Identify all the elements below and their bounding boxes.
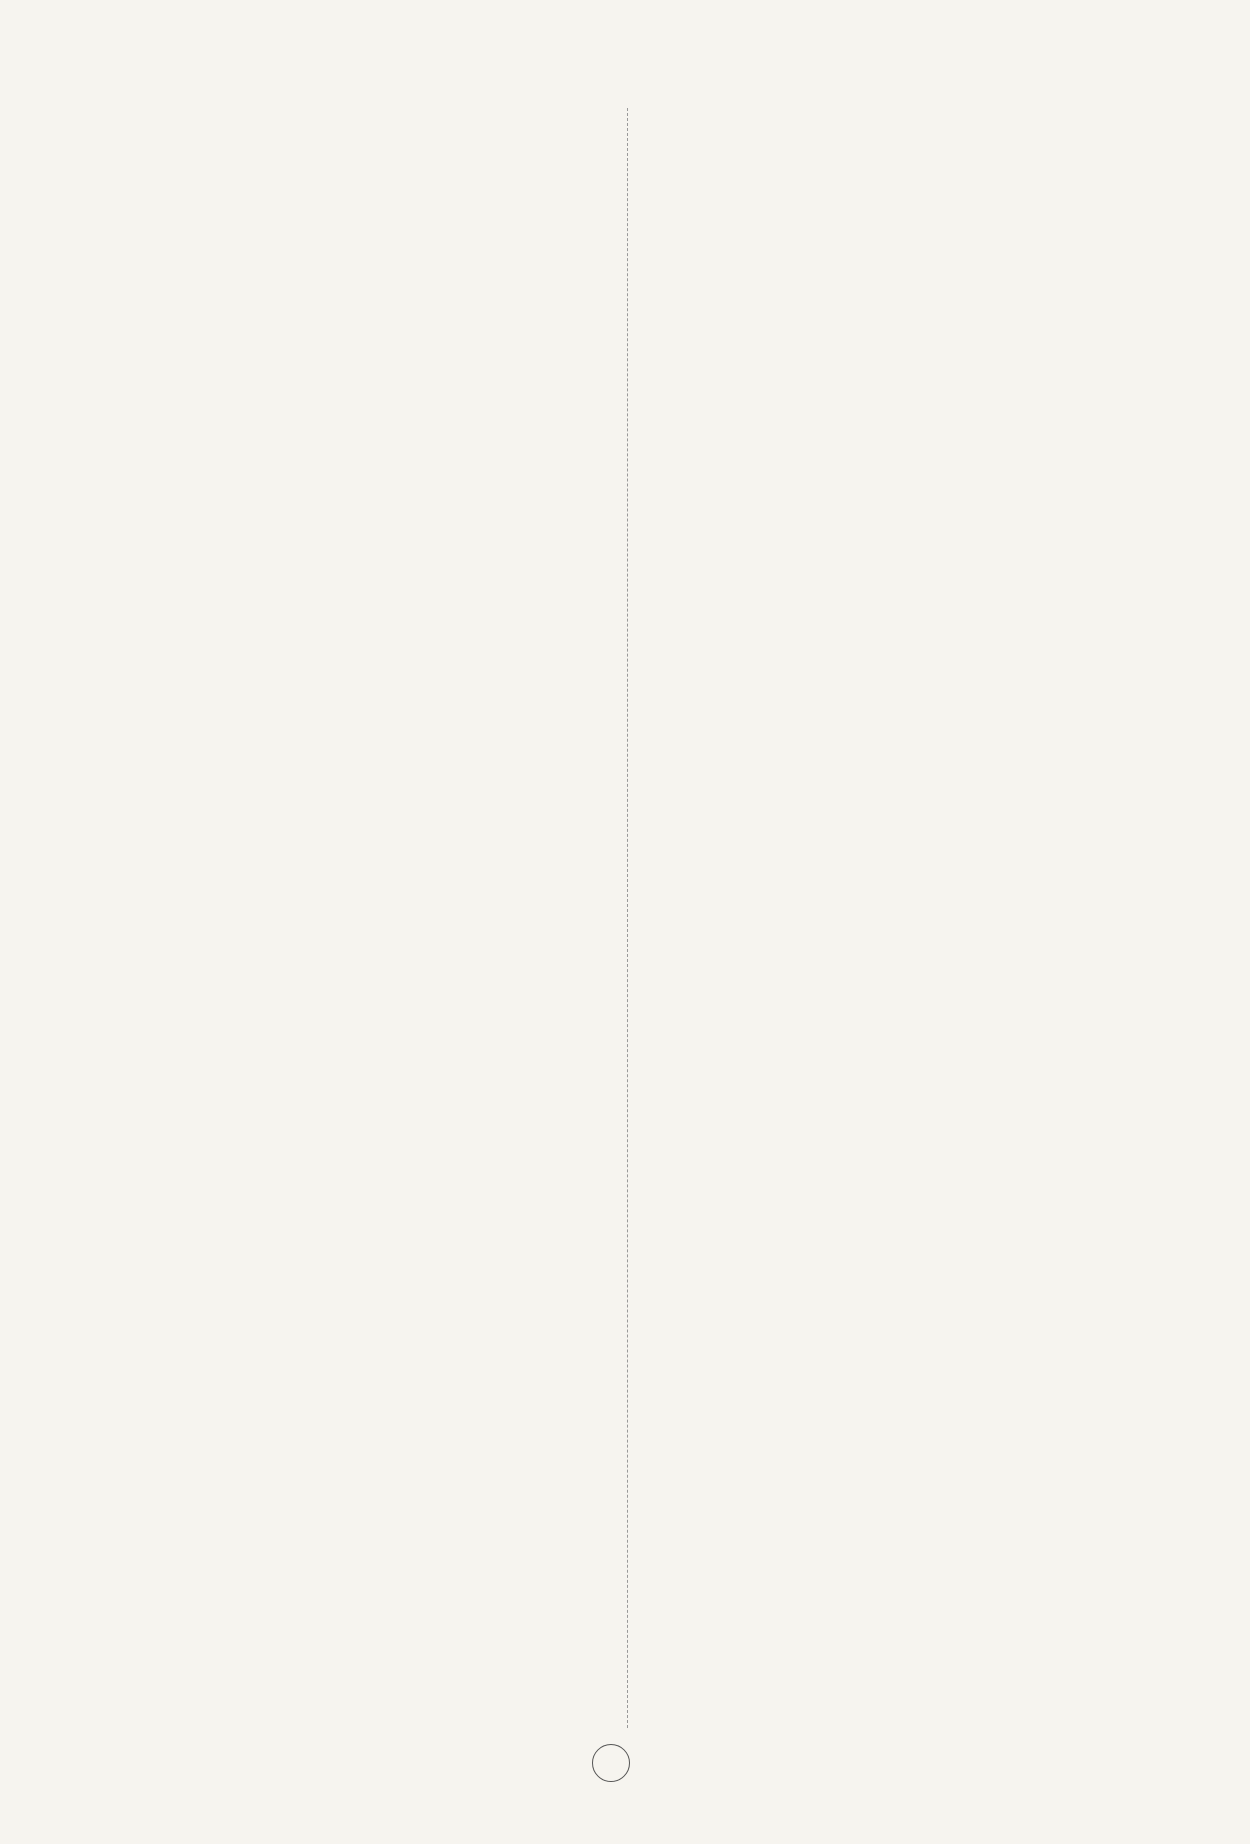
page-number [592,1744,630,1782]
column-divider [627,108,628,1728]
